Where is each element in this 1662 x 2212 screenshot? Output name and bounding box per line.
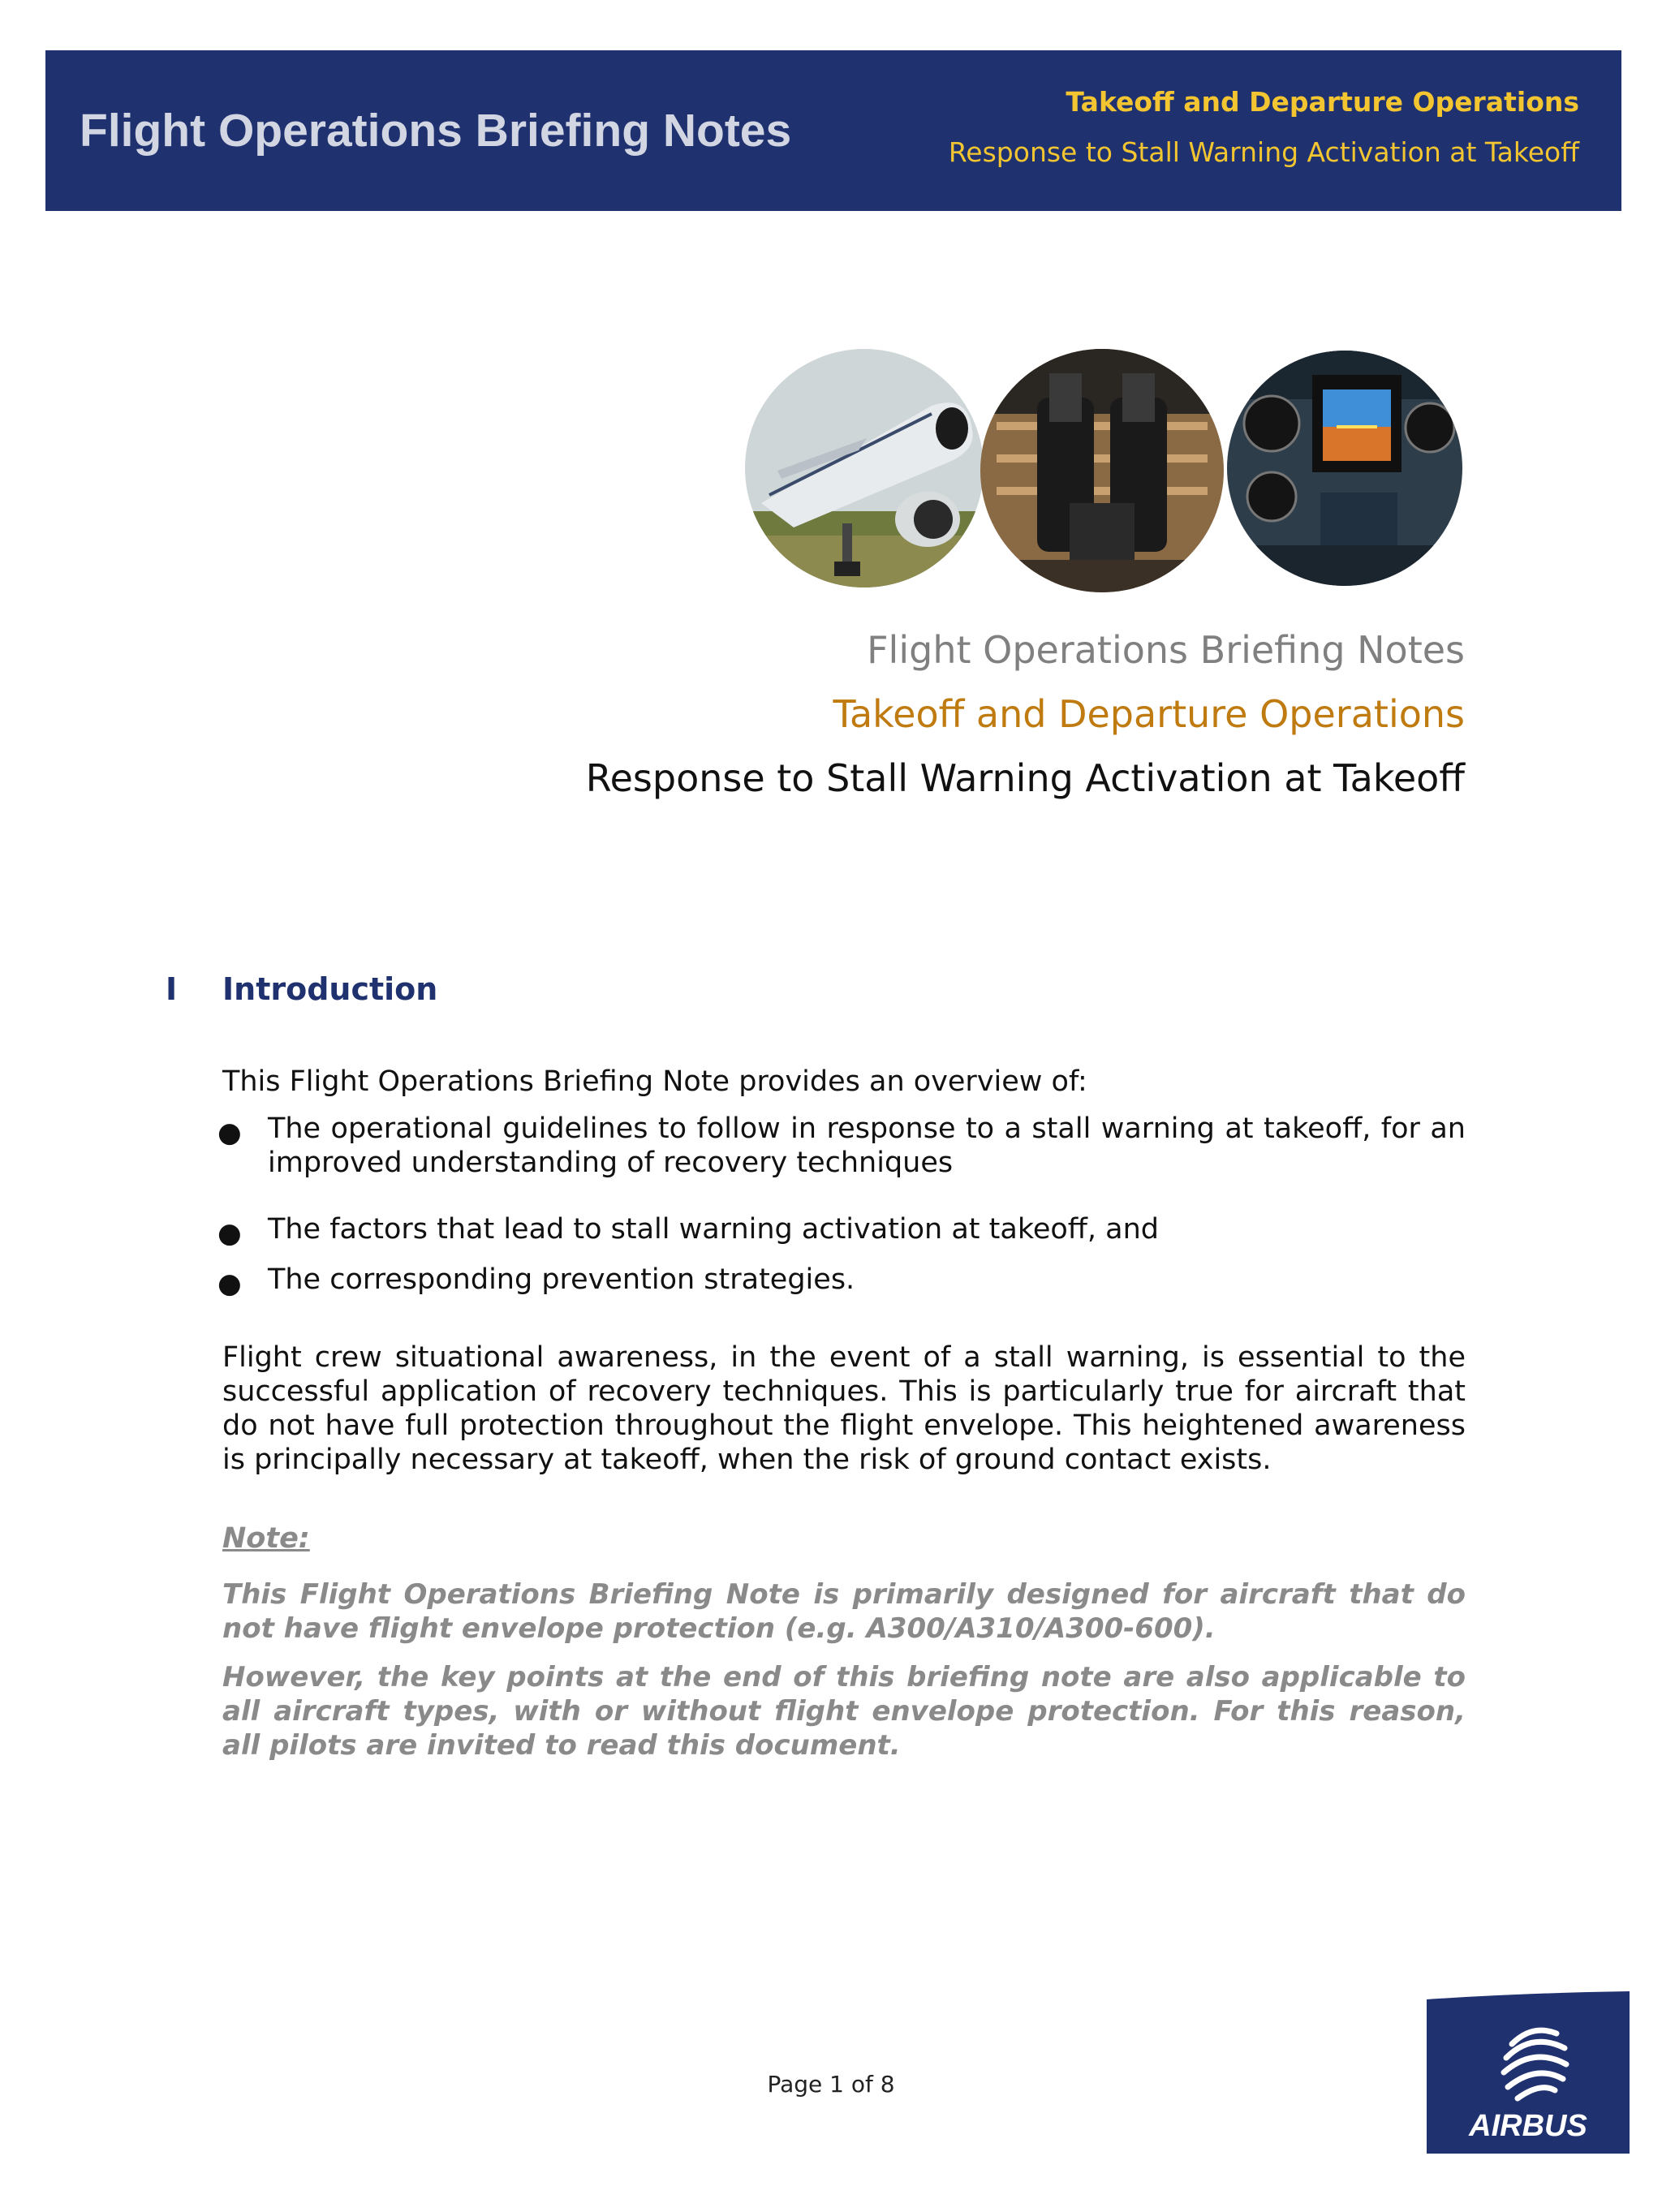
note-label: Note: xyxy=(222,1522,310,1555)
note-text-2: However, the key points at the end of this briefing note are also applicable to all aircraft types, with or without flight envelope protection. For this reason, all pilots are invited to read this document. xyxy=(222,1661,1466,1762)
bullet-dot: ● xyxy=(217,1117,242,1149)
list-item: The operational guidelines to follow in response to a stall warning at takeoff, for an improved understanding of recovery techniques xyxy=(268,1112,1466,1179)
airbus-wordmark: AIRBUS xyxy=(1469,2109,1587,2143)
photo-strip xyxy=(745,349,1466,592)
page-number: Page 1 of 8 xyxy=(767,2071,895,2098)
header-band xyxy=(45,50,1621,211)
header-category: Takeoff and Departure Operations xyxy=(1066,86,1579,118)
header-title: Flight Operations Briefing Notes xyxy=(80,105,792,157)
bullet-dot: ● xyxy=(217,1217,242,1250)
body-paragraph: Flight crew situational awareness, in the event of a stall warning, is essential to the successful application of recovery techniques. This is particularly true for aircraft that do not have full protection throughout the flight envelope. This heightened awareness is principally necessary at takeoff, when the risk of ground contact exists. xyxy=(222,1341,1466,1476)
note-text-1: This Flight Operations Briefing Note is primarily designed for aircraft that do not have flight envelope protection (e.g. A300/A310/A300-600). xyxy=(222,1578,1466,1645)
cockpit-instruments-photo xyxy=(1227,351,1462,586)
section-number: I xyxy=(166,971,178,1007)
thrust-levers-photo xyxy=(980,349,1224,592)
doc-main-title: Response to Stall Warning Activation at Takeoff xyxy=(585,756,1465,800)
airbus-logo xyxy=(1427,1991,1630,2154)
bullet-dot: ● xyxy=(217,1267,242,1300)
doc-category-title: Takeoff and Departure Operations xyxy=(833,692,1465,736)
doc-series-title: Flight Operations Briefing Notes xyxy=(867,628,1465,672)
intro-text: This Flight Operations Briefing Note provides an overview of: xyxy=(222,1065,1087,1098)
list-item: The factors that lead to stall warning activation at takeoff, and xyxy=(268,1213,1160,1246)
section-title: Introduction xyxy=(222,971,438,1007)
header-subtitle: Response to Stall Warning Activation at Takeoff xyxy=(948,136,1579,168)
list-item: The corresponding prevention strategies. xyxy=(268,1263,855,1296)
aircraft-takeoff-photo xyxy=(745,349,984,587)
